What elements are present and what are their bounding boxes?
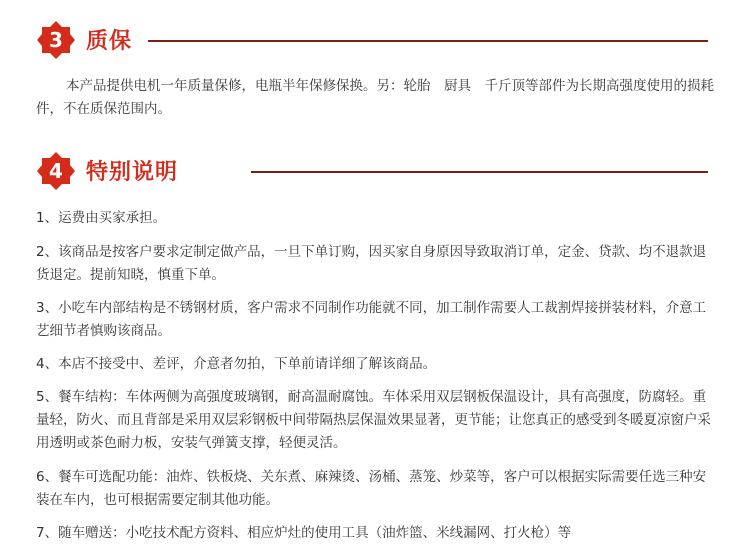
warranty-text: 本产品提供电机一年质量保修，电瓶半年保修保换。另：轮胎 厨具 千斤顶等部件为长期高强度使用的损耗件，不在质保范围内。	[36, 78, 714, 117]
section-divider	[148, 40, 708, 42]
section-title: 特别说明	[86, 160, 179, 185]
note-item: 2、该商品是按客户要求定制定做产品，一旦下单订购，因买家自身原因导致取消订单，定金、贷款、均不退款退货退定。提前知晓，慎重下单。	[36, 244, 707, 283]
section-title: 质保	[86, 29, 133, 54]
note-item: 5、餐车结构：车体两侧为高强度玻璃钢，耐高温耐腐蚀。车体采用双层钢板保温设计，具有高强度，防腐轻。重量轻，防火、而且背部是采用双层彩钢板中间带隔热层保温效果显著，更节能；让您真正的感受到冬暖夏凉窗户采用透明或茶色耐力板，安装气弹簧支撑，轻便灵活。	[36, 389, 711, 451]
note-item: 3、小吃车内部结构是不锈钢材质，客户需求不同制作功能就不同，加工制作需要人工裁割焊接拼装材料，介意工艺细节者慎购该商品。	[36, 300, 707, 339]
badge-icon	[36, 151, 76, 191]
badge-icon	[36, 20, 76, 60]
section-divider	[251, 171, 708, 173]
note-item: 6、餐车可选配功能：油炸、铁板烧、关东煮、麻辣烫、汤桶、蒸笼、炒菜等，客户可以根据实际需要任选三种安装在车内，也可根据需要定制其他功能。	[36, 469, 707, 508]
section-header-special-notes	[36, 151, 716, 193]
section-number: 4	[49, 159, 63, 183]
section-number: 3	[49, 28, 63, 52]
note-item: 1、运费由买家承担。	[36, 210, 167, 226]
note-item: 4、本店不接受中、差评，介意者勿拍，下单前请详细了解该商品。	[36, 356, 437, 372]
section-header-warranty	[36, 20, 716, 62]
note-item: 7、随车赠送：小吃技术配方资料、相应炉灶的使用工具（油炸篮、米线漏网、打火枪）等	[36, 525, 572, 541]
